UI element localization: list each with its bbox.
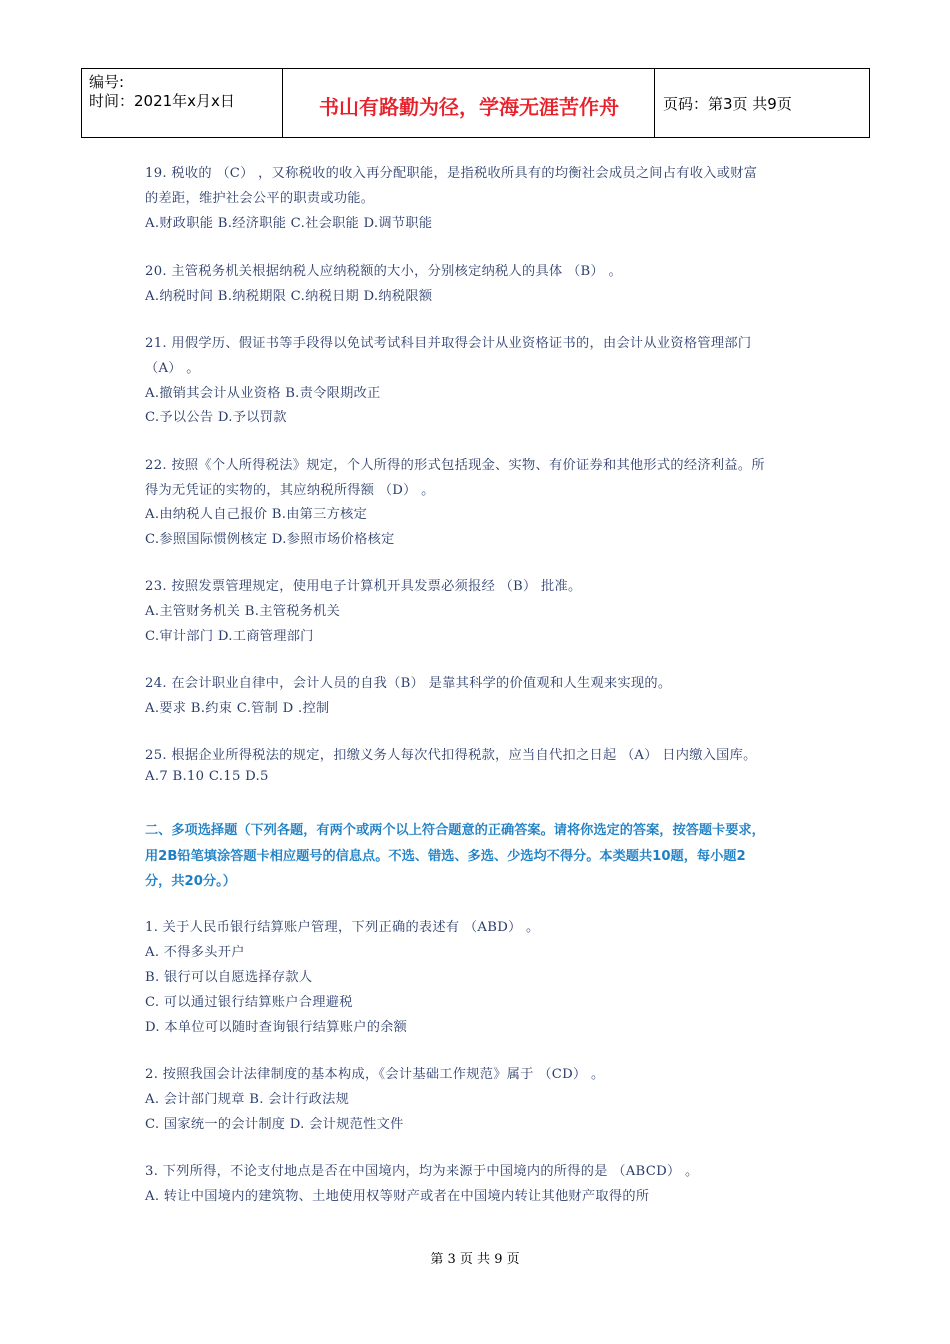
header-info [89,73,281,111]
q23-stem: 23. 按照发票管理规定，使用电子计算机开具发票必须报经 （B） 批准。 [145,579,582,594]
q20-stem: 20. 主管税务机关根据纳税人应纳税额的大小，分别核定纳税人的具体 （B） 。 [145,264,622,279]
section2-heading-line3: 分，共20分。） [145,874,236,889]
header-time-label: 时间：2021年x月x日 [89,92,235,110]
q19-stem-line2: 的差距，维护社会公平的职责或功能。 [145,191,375,206]
q19-stem-line1: 19. 税收的 （C） ，又称税收的收入再分配职能，是指税收所具有的均衡社会成员之间占有收入或财富 [145,166,758,181]
m1-stem: 1. 关于人民币银行结算账户管理，下列正确的表述有 （ABD） 。 [145,920,540,935]
header-border-right [869,69,870,137]
m2-stem: 2. 按照我国会计法律制度的基本构成，《会计基础工作规范》属于 （CD） 。 [145,1067,605,1082]
m1-option-d: D. 本单位可以随时查询银行结算账户的余额 [145,1020,408,1035]
m1-option-a: A. 不得多头开户 [145,945,245,960]
q21-stem-line1: 21. 用假学历、假证书等手段得以免试考试科目并取得会计从业资格证书的，由会计从业资格管理部门 [145,336,752,351]
q21-stem-line2: （A） 。 [145,361,200,376]
q24-options: A.要求 B.约束 C.管制 D .控制 [145,701,330,716]
q23-options-cd: C.审计部门 D.工商管理部门 [145,629,314,644]
q24-stem: 24. 在会计职业自律中，会计人员的自我（B） 是靠其科学的价值观和人生观来实现的。 [145,676,672,691]
page-footer: 第 3 页 共 9 页 [430,1252,520,1267]
header-page-label: 页码：第3页 共9页 [663,95,792,113]
q25-stem: 25. 根据企业所得税法的规定，扣缴义务人每次代扣得税款，应当自代扣之日起 （A） 日内缴入国库。 [145,748,757,763]
header-table [81,68,870,138]
q21-options-cd: C.予以公告 D.予以罚款 [145,410,287,425]
m3-stem: 3. 下列所得，不论支付地点是否在中国境内，均为来源于中国境内的所得的是 （ABCD） 。 [145,1164,699,1179]
header-motto: 书山有路勤为径，学海无涯苦作舟 [319,95,619,119]
m3-option-a: A. 转让中国境内的建筑物、土地使用权等财产或者在中国境内转让其他财产取得的所 [145,1189,650,1204]
m2-options-cd: C. 国家统一的会计制度 D. 会计规范性文件 [145,1117,404,1132]
q23-options-ab: A.主管财务机关 B.主管税务机关 [145,604,341,619]
section2-heading-line2: 用2B铅笔填涂答题卡相应题号的信息点。不选、错选、多选、少选均不得分。本类题共10题，每小题2 [145,849,746,864]
q22-options-cd: C.参照国际惯例核定 D.参照市场价格核定 [145,532,395,547]
m1-option-b: B. 银行可以自愿选择存款人 [145,970,313,985]
m2-options-ab: A. 会计部门规章 B. 会计行政法规 [145,1092,350,1107]
q22-options-ab: A.由纳税人自己报价 B.由第三方核定 [145,507,368,522]
q19-options: A.财政职能 B.经济职能 C.社会职能 D.调节职能 [145,216,433,231]
m1-option-c: C. 可以通过银行结算账户合理避税 [145,995,353,1010]
header-border-left [81,69,82,137]
q20-options: A.纳税时间 B.纳税期限 C.纳税日期 D.纳税限额 [145,289,433,304]
q22-stem-line1: 22. 按照《个人所得税法》规定，个人所得的形式包括现金、实物、有价证券和其他形式的经济利益。所 [145,458,765,473]
section2-heading-line1: 二、多项选择题（下列各题，有两个或两个以上符合题意的正确答案。请将你选定的答案，按答题卡要求， [145,823,765,838]
q21-options-ab: A.撤销其会计从业资格 B.责令限期改正 [145,386,381,401]
header-number-label: 编号: [89,73,125,91]
q22-stem-line2: 得为无凭证的实物的，其应纳税所得额 （D） 。 [145,483,435,498]
q25-options: A.7 B.10 C.15 D.5 [145,769,269,784]
